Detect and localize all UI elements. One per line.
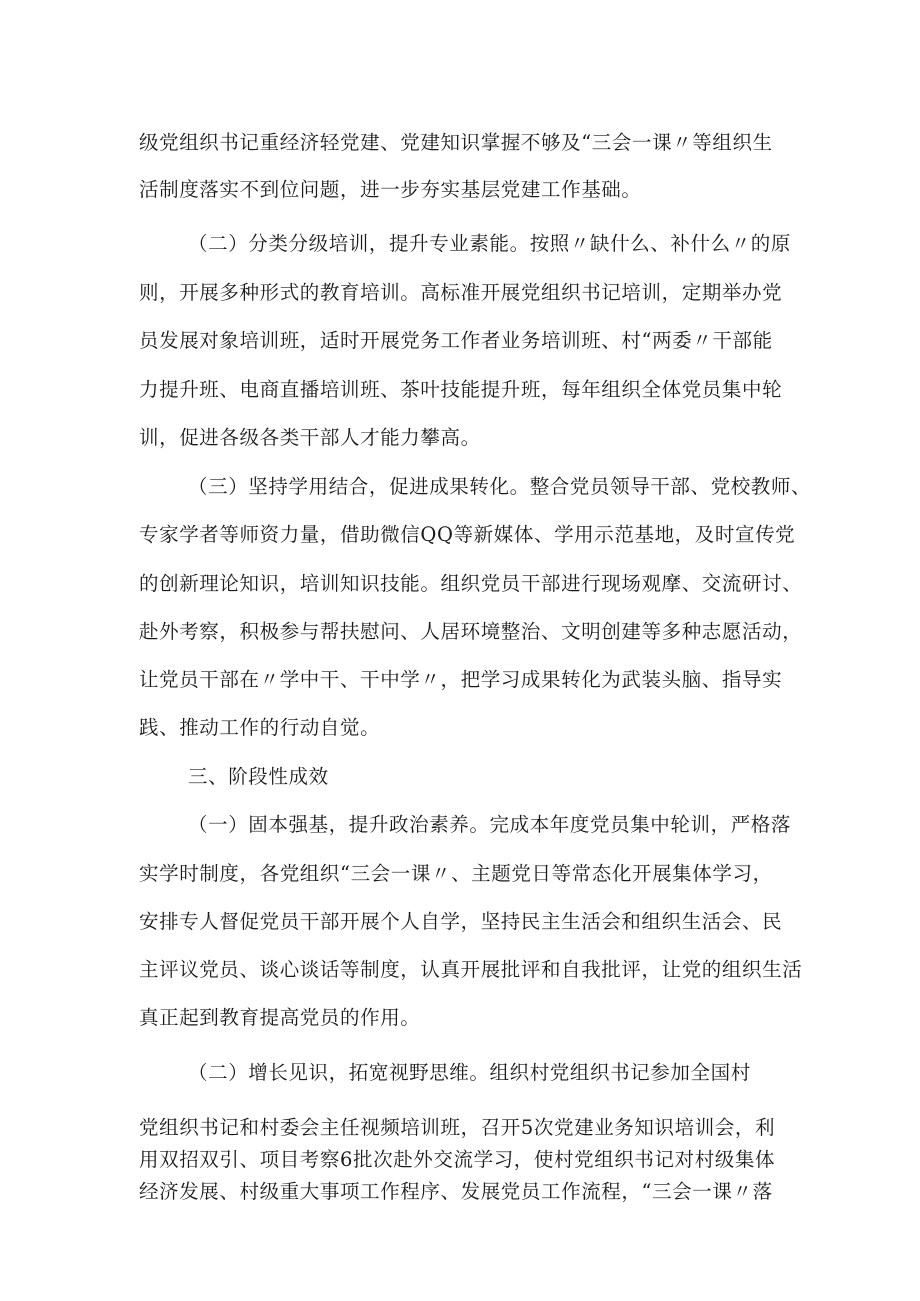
paragraph-heading: （二）增长见识，拓宽视野思维。组织村党组织书记参加全国村 (188, 1061, 751, 1084)
section-heading: 三、阶段性成效 (188, 765, 329, 788)
text-line: 专家学者等师资力量，借助微信QQ等新媒体、学用示范基地，及时宣传党 (139, 523, 796, 546)
text-line: 让党员干部在〃学中干、干中学〃，把学习成果转化为武装头脑、指导实 (139, 668, 783, 691)
paragraph-heading: （三）坚持学用结合，促进成果转化。整合党员领导干部、党校教师、 (188, 475, 812, 498)
text-line: 赴外考察，积极参与帮扶慰问、人居环境整治、文明创建等多种志愿活动， (139, 620, 803, 643)
text-line: 主评议党员、谈心谈话等制度，认真开展批评和自我批评，让党的组织生活 (139, 958, 803, 981)
text-line: 训，促进各级各类干部人才能力攀高。 (139, 426, 481, 449)
text-line: 的创新理论知识，培训知识技能。组织党员干部进行现场观摩、交流研讨、 (139, 572, 803, 595)
text-line: 员发展对象培训班，适时开展党务工作者业务培训班、村“两委〃干部能 (139, 329, 773, 352)
text-line: 经济发展、村级重大事项工作程序、发展党员工作流程，“三会一课〃落 (139, 1180, 773, 1203)
text-line: 活制度落实不到位问题，进一步夯实基层党建工作基础。 (139, 178, 642, 201)
text-line: 用双招双引、项目考察6批次赴外交流学习，使村党组织书记对村级集体 (139, 1148, 776, 1171)
text-line: 践、推动工作的行动自觉。 (139, 716, 381, 739)
text-line: 力提升班、电商直播培训班、茶叶技能提升班，每年组织全体党员集中轮 (139, 378, 783, 401)
text-line: 则，开展多种形式的教育培训。高标准开展党组织书记培训，定期举办党 (139, 281, 783, 304)
text-line: 实学时制度，各党组织“三会一课〃、主题党日等常态化开展集体学习， (139, 862, 773, 885)
paragraph-heading: （二）分类分级培训，提升专业素能。按照〃缺什么、补什么〃的原 (188, 232, 792, 255)
text-line: 党组织书记和村委会主任视频培训班，召开5次党建业务知识培训会，利 (139, 1116, 776, 1139)
text-line: 真正起到教育提高党员的作用。 (139, 1006, 421, 1029)
text-line: 级党组织书记重经济轻党建、党建知识掌握不够及“三会一课〃等组织生 (139, 131, 773, 154)
text-line: 安排专人督促党员干部开展个人自学，坚持民主生活会和组织生活会、民 (139, 910, 783, 933)
paragraph-heading: （一）固本强基，提升政治素养。完成本年度党员集中轮训，严格落 (188, 813, 792, 836)
